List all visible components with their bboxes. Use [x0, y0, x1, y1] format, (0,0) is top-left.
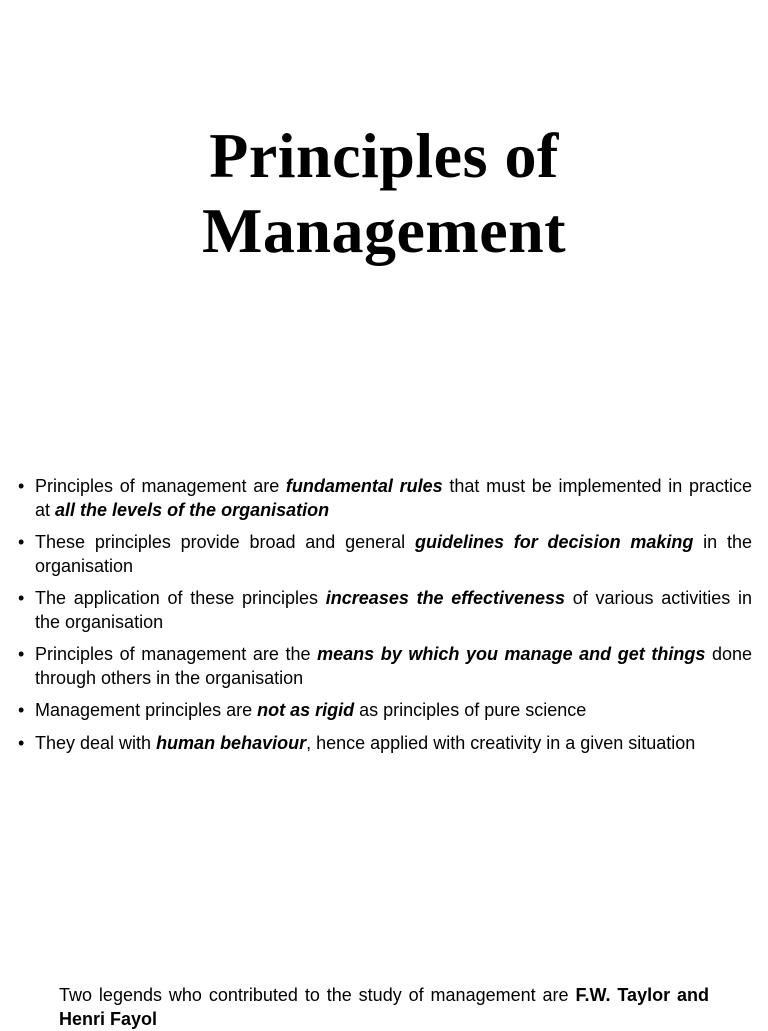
- emphasis: all the levels of the organisation: [55, 499, 330, 520]
- emphasis: fundamental rules: [285, 476, 443, 496]
- bullet-dot-icon: •: [18, 700, 25, 720]
- title-line-1: Principles of: [209, 120, 559, 191]
- emphasis: increases the effectiveness: [325, 588, 566, 608]
- bullet-item: • Management principles are not as rigid as principles of pure science: [18, 699, 752, 723]
- footer-bold-names: F.W. Taylor and Henri Fayol: [59, 985, 710, 1029]
- bullet-dot-icon: •: [18, 644, 25, 664]
- emphasis: human behaviour: [156, 732, 307, 753]
- bullet-item: • They deal with human behaviour, hence applied with creativity in a given situation: [18, 732, 752, 756]
- bullet-dot-icon: •: [18, 532, 25, 552]
- bullet-list: [18, 475, 752, 764]
- title-line-2: Management: [201, 195, 567, 266]
- bullet-dot-icon: •: [18, 588, 25, 608]
- bullet-item: • Principles of management are the means by which you manage and get things done through others in the organisation: [18, 644, 752, 688]
- emphasis: means by which you manage and get things: [317, 644, 706, 664]
- footer-text: Two legends who contributed to the study of management are: [59, 985, 576, 1005]
- emphasis: guidelines for decision making: [414, 532, 694, 552]
- bullet-item: • These principles provide broad and general guidelines for decision making in the organisation: [18, 532, 752, 576]
- bullet-item: • The application of these principles increases the effectiveness of various activities in the organisation: [18, 588, 752, 632]
- bullet-dot-icon: •: [18, 732, 25, 753]
- bullet-dot-icon: •: [18, 476, 25, 496]
- slide-title: [0, 118, 768, 268]
- bullet-item: • Principles of management are fundamental rules that must be implemented in practice at all the levels of the organisation: [18, 476, 752, 520]
- emphasis: not as rigid: [257, 700, 355, 720]
